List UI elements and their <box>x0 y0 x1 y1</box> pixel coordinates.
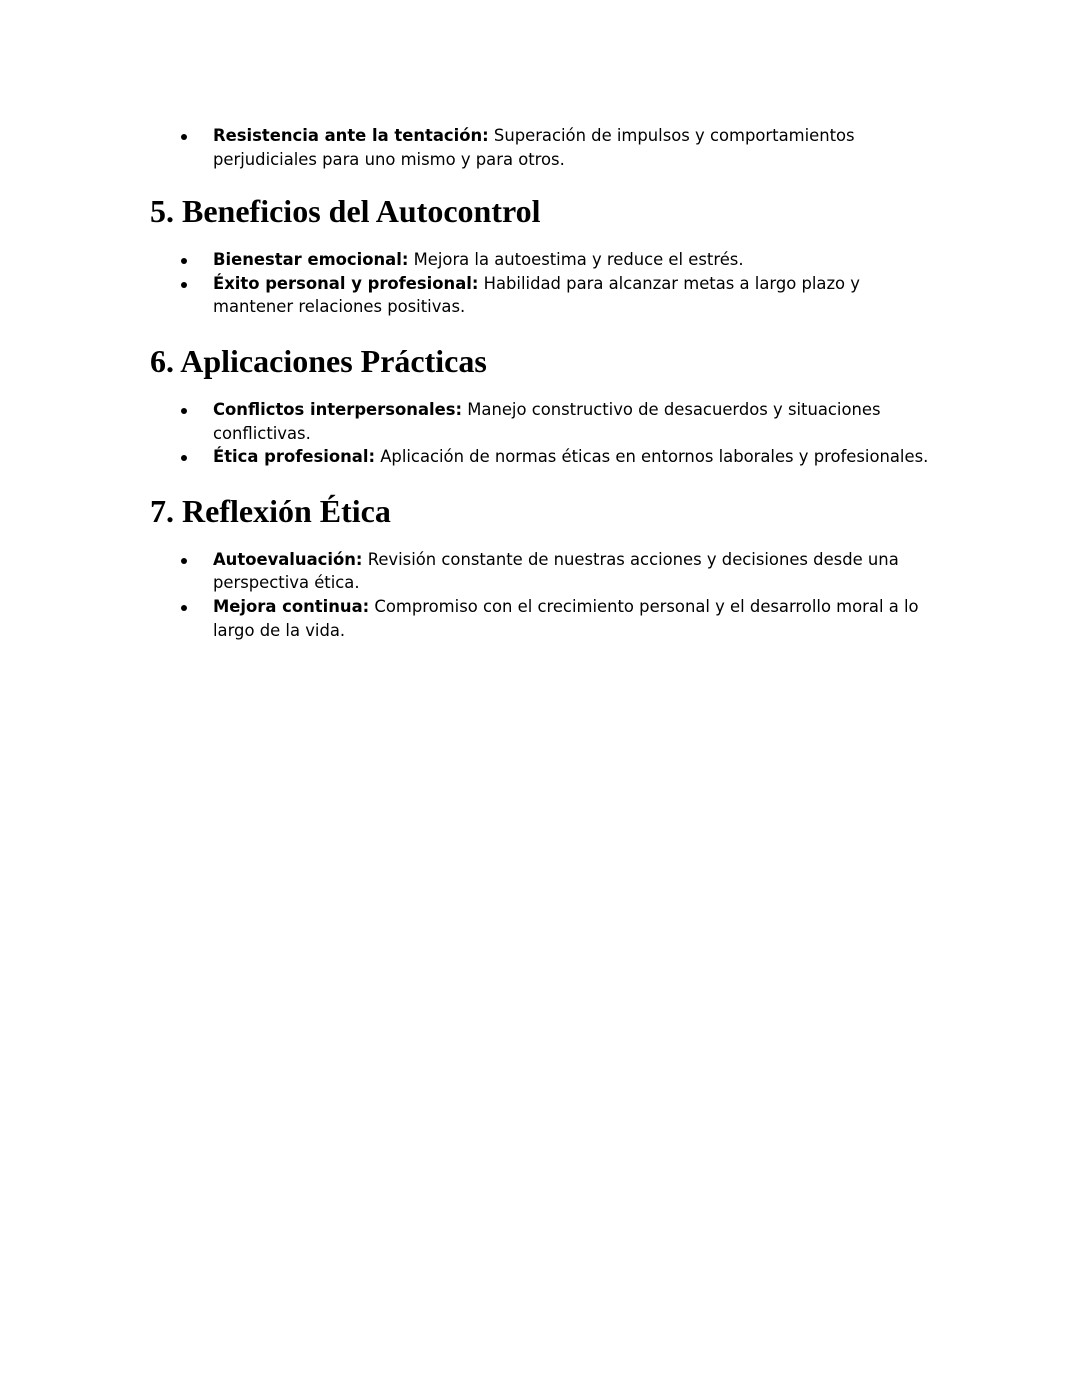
section-reflexion <box>150 491 940 642</box>
item-text: Superación de impulsos y comportamientos perjudiciales para uno mismo y para otros. <box>213 126 855 169</box>
bullet-icon <box>181 282 187 288</box>
list-item <box>150 248 940 272</box>
bullet-list <box>150 248 940 319</box>
bullet-list <box>150 548 940 642</box>
bullet-list <box>150 398 940 469</box>
section-aplicaciones <box>150 341 940 469</box>
item-text: Compromiso con el crecimiento personal y el desarrollo moral a lo largo de la vida. <box>213 596 919 640</box>
list-item <box>150 548 940 595</box>
item-term: Éxito personal y profesional: <box>213 273 479 293</box>
item-term: Autoevaluación: <box>213 549 363 569</box>
list-item <box>150 398 940 445</box>
item-term: Bienestar emocional: <box>213 250 409 270</box>
list-item <box>150 445 940 469</box>
list-item <box>150 124 940 171</box>
item-text: Revisión constante de nuestras acciones y decisiones desde una perspectiva ética. <box>213 549 899 593</box>
bullet-icon <box>181 258 187 264</box>
document-content <box>150 124 940 642</box>
item-text: Aplicación de normas éticas en entornos laborales y profesionales. <box>375 447 929 467</box>
item-text: Mejora la autoestima y reduce el estrés. <box>408 250 744 270</box>
item-text: Manejo constructivo de desacuerdos y situaciones conflictivas. <box>213 399 881 443</box>
list-item <box>150 272 940 319</box>
list-item <box>150 595 940 642</box>
item-term: Conflictos interpersonales: <box>213 399 463 419</box>
section-heading: 5. Beneficios del Autocontrol <box>150 193 541 230</box>
intro-bullet-list <box>150 124 940 171</box>
section-heading: 6. Aplicaciones Prácticas <box>150 342 487 379</box>
section-beneficios <box>150 191 940 319</box>
bullet-icon <box>181 455 187 461</box>
item-term: Ética profesional: <box>213 447 375 467</box>
bullet-icon <box>181 558 187 564</box>
section-heading: 7. Reflexión Ética <box>150 492 391 529</box>
bullet-icon <box>181 605 187 611</box>
bullet-icon <box>181 408 187 414</box>
bullet-icon <box>181 134 187 140</box>
item-text: Habilidad para alcanzar metas a largo plazo y mantener relaciones positivas. <box>213 273 860 317</box>
item-term: Resistencia ante la tentación: <box>213 126 489 145</box>
item-term: Mejora continua: <box>213 596 370 616</box>
